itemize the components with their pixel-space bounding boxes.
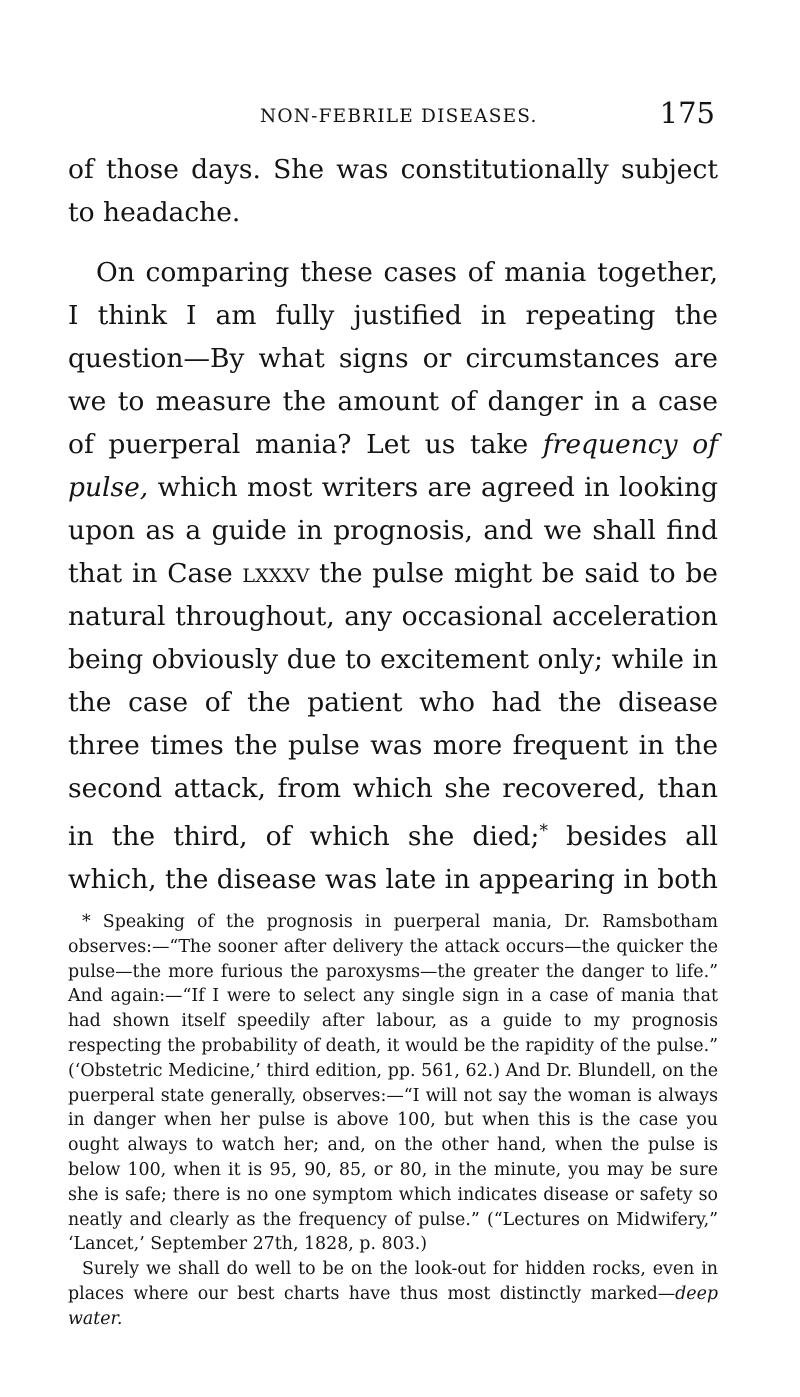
text-run: which most writers are agreed in looking upon as a guide in prognosis, and we shall find that in Case bbox=[68, 472, 718, 589]
footnote-closing bbox=[68, 1257, 718, 1331]
page-header bbox=[260, 96, 715, 140]
text-run: Surely we shall do well to be on the look-out for hidden rocks, even in places where our best charts have thus most distinctly marked— bbox=[68, 1259, 718, 1304]
footnote bbox=[68, 910, 718, 1332]
footnote-marker: * bbox=[539, 821, 548, 841]
paragraph-mania-comparison bbox=[68, 251, 718, 901]
italic-phrase: frequency of pulse, bbox=[68, 429, 718, 503]
footnote-text: * Speaking of the prognosis in puerperal mania, Dr. Ramsbotham observes:—“The sooner after delivery the attack occurs—the quicker the pulse—the more furious the paroxysms—the greater the danger to life.” And again:—“If I were to select any single sign in a case of mania that had shown itself speedily after labour, as a guide to my prognosis respecting the probability of death, it would be the rapidity of the pulse.” (‘Obstetric Medicine,’ third edition, pp. 561, 62.) And Dr. Blundell, on the puerperal state generally, observes:—“I will not say the woman is always in danger when her pulse is above 100, but when this is the case you ought always to watch her; and, on the other hand, when the pulse is below 100, when it is 95, 90, 85, or 80, in the minute, you may be sure she is safe; there is no one symptom which indicates disease or safety so neatly and clearly as the frequency of pulse.” (“Lectures on Midwifery,” ‘Lancet,’ September 27th, 1828, p. 803.) bbox=[68, 912, 718, 1255]
text-run: the pulse might be said to be natural throughout, any occasional acceleration being obviously due to excitement only; while in the case of the patient who had the disease three times the pulse was more frequent in the second attack, from which she recovered, than in the third, of which she died; bbox=[68, 558, 718, 852]
case-number: lxxxv bbox=[242, 558, 310, 589]
main-text bbox=[68, 148, 718, 901]
italic-phrase: deep water. bbox=[68, 1283, 718, 1329]
text-run: besides all which, the disease was late in appearing in both bbox=[68, 821, 718, 895]
text-run: On comparing these cases of mania together, I think I am fully justified in repeating the question—By what signs or circumstances are we to measure the amount of danger in a case of puerperal mania? Let us take bbox=[68, 257, 718, 460]
running-head: NON-FEBRILE DISEASES. bbox=[260, 106, 538, 127]
page-number: 175 bbox=[659, 96, 715, 130]
paragraph-continuation: of those days. She was constitutionally subject to headache. bbox=[68, 154, 718, 228]
